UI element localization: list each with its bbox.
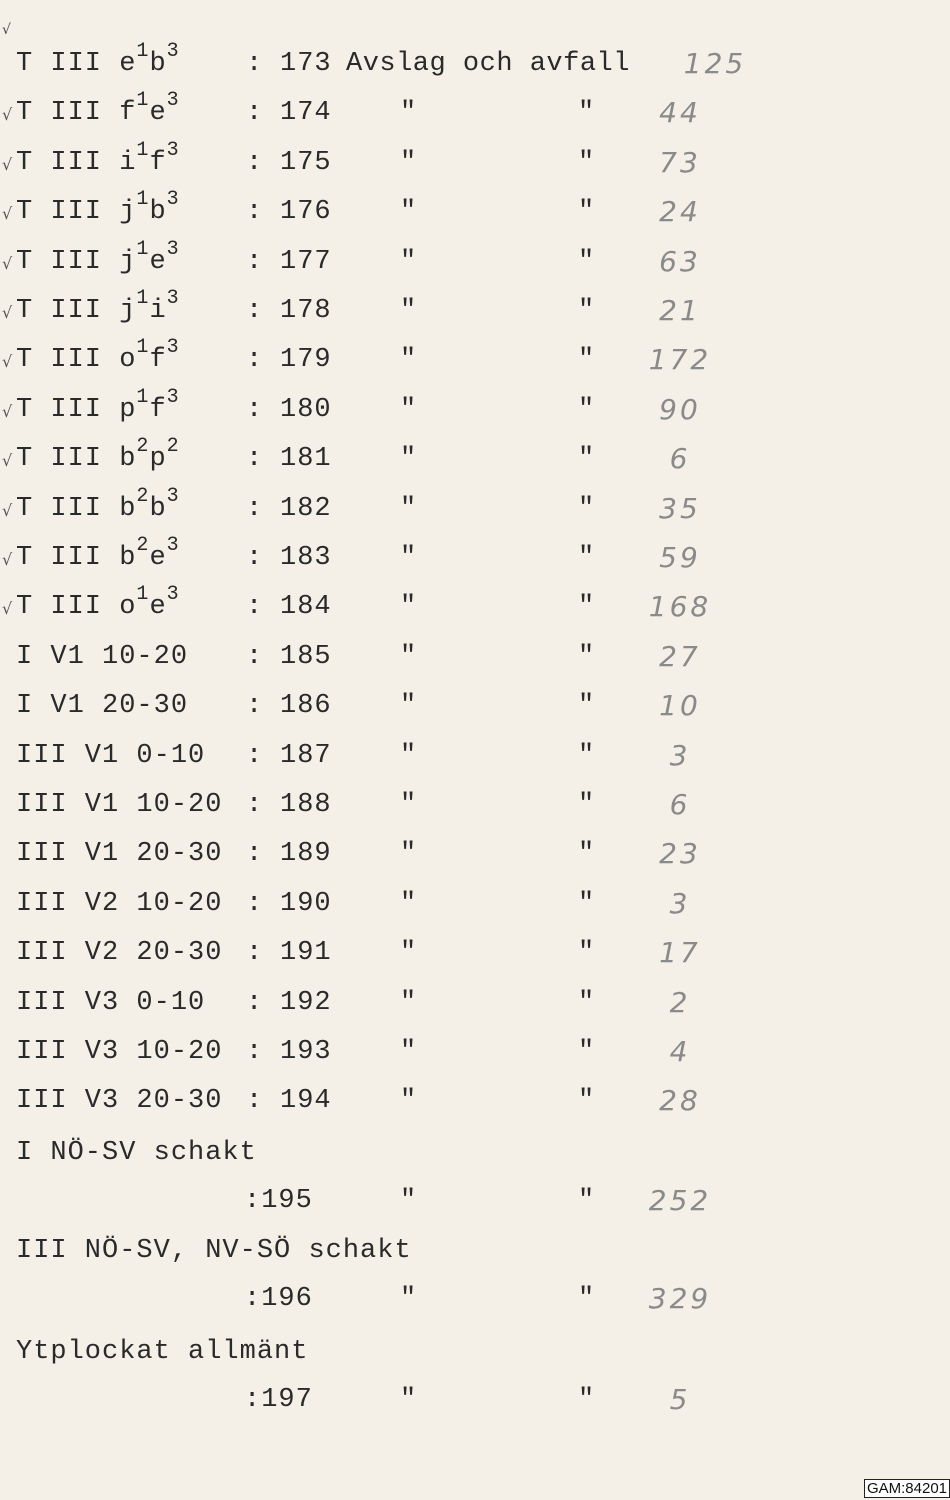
- label-sup-1: 1: [136, 188, 150, 211]
- sample-label: [16, 386, 180, 430]
- handwritten-count: 21: [659, 294, 701, 327]
- separator-colon: :: [246, 444, 263, 474]
- handwritten-count: 63: [659, 245, 701, 278]
- label-sup-1: 1: [136, 40, 150, 63]
- catalog-number: 176: [280, 197, 332, 227]
- catalog-number: :195: [244, 1186, 313, 1216]
- catalog-number: 177: [280, 247, 332, 277]
- ditto-mark: ": [578, 1037, 595, 1067]
- ditto-mark: ": [578, 1385, 595, 1415]
- ditto-mark: ": [578, 345, 595, 375]
- handwritten-count: 172: [648, 343, 712, 376]
- handwritten-count: 3: [669, 887, 691, 920]
- ditto-mark: ": [578, 790, 595, 820]
- catalog-number: 190: [280, 889, 332, 919]
- handwritten-count: 59: [659, 541, 701, 574]
- catalog-number: 180: [280, 395, 332, 425]
- catalog-number: 183: [280, 543, 332, 573]
- ditto-mark: ": [400, 889, 417, 919]
- ditto-mark: ": [400, 1186, 417, 1216]
- catalog-row: [0, 736, 950, 776]
- catalog-row: [0, 89, 950, 133]
- handwritten-count: 28: [659, 1084, 701, 1117]
- check-mark: √: [2, 451, 13, 470]
- label-base: III V1 20-30: [16, 839, 223, 869]
- catalog-row: [0, 785, 950, 825]
- handwritten-count: 5: [669, 1383, 691, 1416]
- label-mid: f: [149, 395, 167, 425]
- ditto-mark: ": [400, 197, 417, 227]
- handwritten-count: 27: [659, 640, 701, 673]
- handwritten-count: 6: [669, 442, 691, 475]
- label-mid: f: [149, 345, 167, 375]
- ditto-mark: ": [400, 592, 417, 622]
- separator-colon: :: [246, 148, 263, 178]
- catalog-row: [0, 884, 950, 924]
- label-sup-1: 1: [136, 386, 150, 409]
- sample-label: [16, 686, 188, 726]
- label-base: T III j: [16, 247, 137, 277]
- label-base: T III e: [16, 49, 137, 79]
- ditto-mark: ": [400, 741, 417, 771]
- label-base: III V3 20-30: [16, 1086, 223, 1116]
- sample-label: [16, 933, 222, 973]
- ditto-mark: ": [400, 1284, 417, 1314]
- catalog-row: [0, 238, 950, 282]
- label-mid: b: [149, 49, 167, 79]
- label-sup-2: 3: [166, 485, 180, 508]
- ditto-mark: ": [400, 345, 417, 375]
- handwritten-count: 6: [669, 788, 691, 821]
- catalog-row: [0, 1032, 950, 1072]
- label-mid: i: [149, 296, 167, 326]
- catalog-row: [0, 637, 950, 677]
- catalog-row: [0, 983, 950, 1023]
- ditto-mark: ": [400, 1037, 417, 1067]
- catalog-number: 181: [280, 444, 332, 474]
- label-base: III V3 0-10: [16, 988, 206, 1018]
- catalog-number: 185: [280, 642, 332, 672]
- ditto-mark: ": [400, 296, 417, 326]
- label-sup-2: 3: [166, 386, 180, 409]
- label-base: I V1 10-20: [16, 642, 189, 672]
- sample-label: [16, 884, 222, 924]
- ditto-mark: ": [400, 790, 417, 820]
- separator-colon: :: [246, 296, 263, 326]
- label-mid: e: [149, 592, 167, 622]
- label-sup-2: 3: [166, 534, 180, 557]
- check-mark: √: [2, 303, 13, 322]
- label-sup-2: 3: [166, 89, 180, 112]
- sample-label: [16, 139, 180, 183]
- catalog-row: [0, 40, 950, 84]
- ditto-mark: ": [578, 247, 595, 277]
- ditto-mark: ": [578, 1284, 595, 1314]
- label-sup-2: 3: [166, 40, 180, 63]
- catalog-row: [0, 834, 950, 874]
- catalog-row: [0, 534, 950, 578]
- archive-stamp: GAM:84201: [864, 1479, 950, 1498]
- sample-label: [16, 534, 180, 578]
- label-sup-2: 3: [166, 287, 180, 310]
- ditto-mark: ": [578, 1186, 595, 1216]
- catalog-number: 186: [280, 691, 332, 721]
- handwritten-count: 23: [659, 837, 701, 870]
- label-base: T III p: [16, 395, 137, 425]
- sample-label: [16, 1081, 222, 1121]
- ditto-mark: ": [400, 642, 417, 672]
- ditto-mark: ": [578, 839, 595, 869]
- handwritten-count: 17: [659, 936, 701, 969]
- ditto-mark: ": [578, 148, 595, 178]
- corner-check-mark: √: [2, 22, 11, 38]
- separator-colon: :: [246, 938, 263, 968]
- group-entry: [0, 1279, 950, 1319]
- ditto-mark: ": [578, 494, 595, 524]
- sample-label: [16, 983, 205, 1023]
- catalog-number: 173: [280, 49, 332, 79]
- label-sup-2: 3: [166, 336, 180, 359]
- ditto-mark: ": [578, 889, 595, 919]
- handwritten-count: 90: [659, 393, 701, 426]
- check-mark: √: [2, 501, 13, 520]
- label-sup-1: 1: [136, 583, 150, 606]
- handwritten-count: 168: [648, 590, 712, 623]
- sample-label: [16, 89, 180, 133]
- separator-colon: :: [246, 395, 263, 425]
- ditto-mark: ": [578, 592, 595, 622]
- catalog-number: 191: [280, 938, 332, 968]
- ditto-mark: ": [578, 642, 595, 672]
- sample-label: [16, 40, 180, 84]
- check-mark: √: [2, 155, 13, 174]
- label-sup-1: 2: [136, 534, 150, 557]
- catalog-number: 182: [280, 494, 332, 524]
- label-sup-1: 1: [136, 287, 150, 310]
- catalog-row: [0, 287, 950, 331]
- handwritten-count: 252: [648, 1184, 712, 1217]
- separator-colon: :: [246, 889, 263, 919]
- check-mark: √: [2, 402, 13, 421]
- label-base: III V3 10-20: [16, 1037, 223, 1067]
- catalog-number: 184: [280, 592, 332, 622]
- sample-label: [16, 238, 180, 282]
- handwritten-count: 44: [659, 96, 701, 129]
- label-mid: e: [149, 98, 167, 128]
- ditto-mark: ": [578, 691, 595, 721]
- catalog-row: [0, 386, 950, 430]
- catalog-number: 193: [280, 1037, 332, 1067]
- label-mid: b: [149, 494, 167, 524]
- label-sup-2: 3: [166, 583, 180, 606]
- ditto-mark: ": [578, 98, 595, 128]
- ditto-mark: ": [578, 988, 595, 1018]
- label-base: T III b: [16, 543, 137, 573]
- ditto-mark: ": [400, 839, 417, 869]
- separator-colon: :: [246, 839, 263, 869]
- ditto-mark: ": [578, 444, 595, 474]
- label-base: III V1 10-20: [16, 790, 223, 820]
- separator-colon: :: [246, 49, 263, 79]
- check-mark: √: [2, 105, 13, 124]
- ditto-mark: ": [400, 543, 417, 573]
- handwritten-count: 2: [669, 986, 691, 1019]
- label-base: T III j: [16, 197, 137, 227]
- separator-colon: :: [246, 247, 263, 277]
- catalog-row: [0, 1081, 950, 1121]
- catalog-number: 174: [280, 98, 332, 128]
- ditto-mark: ": [400, 938, 417, 968]
- handwritten-count: 10: [659, 689, 701, 722]
- separator-colon: :: [246, 543, 263, 573]
- separator-colon: :: [246, 642, 263, 672]
- ditto-mark: ": [400, 444, 417, 474]
- sample-label: [16, 785, 222, 825]
- label-sup-1: 1: [136, 238, 150, 261]
- label-base: T III b: [16, 494, 137, 524]
- group-heading: Ytplockat allmänt: [16, 1337, 309, 1367]
- sample-label: [16, 834, 222, 874]
- label-mid: e: [149, 543, 167, 573]
- check-mark: √: [2, 599, 13, 618]
- separator-colon: :: [246, 988, 263, 1018]
- handwritten-count: 3: [669, 739, 691, 772]
- group-heading: I NÖ-SV schakt: [16, 1138, 257, 1168]
- catalog-row: [0, 336, 950, 380]
- label-base: T III o: [16, 592, 137, 622]
- label-mid: e: [149, 247, 167, 277]
- separator-colon: :: [246, 592, 263, 622]
- label-base: I V1 20-30: [16, 691, 189, 721]
- handwritten-count: 125: [683, 47, 747, 80]
- sample-label: [16, 1032, 222, 1072]
- label-base: T III f: [16, 98, 137, 128]
- label-base: III V1 0-10: [16, 741, 206, 771]
- catalog-number: :197: [244, 1385, 313, 1415]
- catalog-number: 189: [280, 839, 332, 869]
- sample-label: [16, 435, 180, 479]
- sample-label: [16, 736, 205, 776]
- sample-label: [16, 583, 180, 627]
- catalog-row: [0, 139, 950, 183]
- ditto-mark: ": [578, 741, 595, 771]
- separator-colon: :: [246, 494, 263, 524]
- label-base: III V2 10-20: [16, 889, 223, 919]
- separator-colon: :: [246, 741, 263, 771]
- catalog-row: [0, 435, 950, 479]
- ditto-mark: ": [578, 543, 595, 573]
- ditto-mark: ": [400, 98, 417, 128]
- catalog-number: :196: [244, 1284, 313, 1314]
- sample-label: [16, 188, 180, 232]
- sample-label: [16, 485, 180, 529]
- separator-colon: :: [246, 1086, 263, 1116]
- ditto-mark: ": [578, 395, 595, 425]
- ditto-mark: ": [400, 1086, 417, 1116]
- ditto-mark: ": [400, 988, 417, 1018]
- catalog-number: 194: [280, 1086, 332, 1116]
- label-sup-1: 2: [136, 485, 150, 508]
- group-entry: [0, 1181, 950, 1221]
- check-mark: √: [2, 352, 13, 371]
- catalog-number: 188: [280, 790, 332, 820]
- separator-colon: :: [246, 345, 263, 375]
- separator-colon: :: [246, 197, 263, 227]
- label-sup-2: 3: [166, 238, 180, 261]
- label-sup-1: 1: [136, 139, 150, 162]
- label-sup-1: 1: [136, 336, 150, 359]
- sample-label: [16, 637, 188, 677]
- catalog-row: [0, 933, 950, 973]
- label-base: III V2 20-30: [16, 938, 223, 968]
- label-sup-2: 3: [166, 139, 180, 162]
- label-sup-1: 2: [136, 435, 150, 458]
- ditto-mark: ": [578, 197, 595, 227]
- catalog-row: [0, 583, 950, 627]
- handwritten-count: 24: [659, 195, 701, 228]
- label-base: T III b: [16, 444, 137, 474]
- label-sup-2: 2: [166, 435, 180, 458]
- group-heading: III NÖ-SV, NV-SÖ schakt: [16, 1236, 412, 1266]
- catalog-number: 175: [280, 148, 332, 178]
- label-base: T III o: [16, 345, 137, 375]
- separator-colon: :: [246, 790, 263, 820]
- separator-colon: :: [246, 691, 263, 721]
- catalog-number: 179: [280, 345, 332, 375]
- handwritten-count: 329: [648, 1282, 712, 1315]
- sample-label: [16, 287, 180, 331]
- check-mark: √: [2, 204, 13, 223]
- group-entry: [0, 1380, 950, 1420]
- ditto-mark: ": [400, 395, 417, 425]
- label-sup-2: 3: [166, 188, 180, 211]
- ditto-mark: ": [578, 938, 595, 968]
- label-mid: f: [149, 148, 167, 178]
- catalog-number: 192: [280, 988, 332, 1018]
- check-mark: √: [2, 254, 13, 273]
- label-base: T III i: [16, 148, 137, 178]
- label-mid: p: [149, 444, 167, 474]
- sample-label: [16, 336, 180, 380]
- ditto-mark: ": [400, 247, 417, 277]
- ditto-mark: ": [578, 1086, 595, 1116]
- separator-colon: :: [246, 1037, 263, 1067]
- catalog-row: [0, 188, 950, 232]
- label-mid: b: [149, 197, 167, 227]
- separator-colon: :: [246, 98, 263, 128]
- catalog-row: [0, 686, 950, 726]
- catalog-row: [0, 485, 950, 529]
- handwritten-count: 73: [659, 146, 701, 179]
- ditto-mark: ": [400, 148, 417, 178]
- ditto-mark: ": [578, 296, 595, 326]
- label-sup-1: 1: [136, 89, 150, 112]
- description: Avslag och avfall: [346, 49, 630, 79]
- catalog-number: 187: [280, 741, 332, 771]
- ditto-mark: ": [400, 691, 417, 721]
- catalog-number: 178: [280, 296, 332, 326]
- label-base: T III j: [16, 296, 137, 326]
- ditto-mark: ": [400, 494, 417, 524]
- handwritten-count: 35: [659, 492, 701, 525]
- ditto-mark: ": [400, 1385, 417, 1415]
- check-mark: √: [2, 550, 13, 569]
- handwritten-count: 4: [669, 1035, 691, 1068]
